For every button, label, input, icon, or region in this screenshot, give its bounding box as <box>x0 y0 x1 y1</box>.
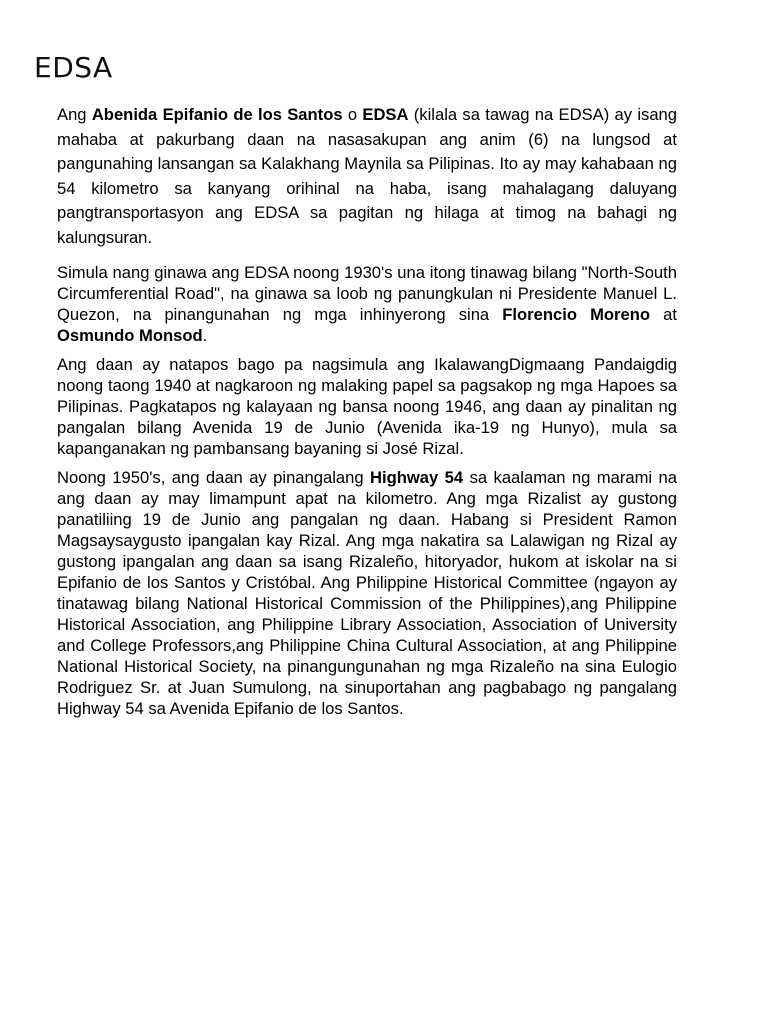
bold-term: Florencio Moreno <box>502 305 651 324</box>
page-title: EDSA <box>34 51 113 84</box>
paragraph-4 <box>57 467 677 719</box>
bold-term: Osmundo Monsod <box>57 326 203 345</box>
bold-term: EDSA <box>362 105 409 124</box>
bold-term: Abenida Epifanio de los Santos <box>91 105 343 124</box>
paragraph-2 <box>57 262 677 346</box>
paragraph-3 <box>57 354 677 459</box>
text-run: at <box>650 305 677 324</box>
paragraph-1 <box>57 103 677 250</box>
text-run: Noong 1950's, ang daan ay pinangalang <box>57 468 371 487</box>
text-run: . <box>202 326 208 345</box>
article-body <box>57 103 677 727</box>
text-run: Ang <box>57 105 92 124</box>
text-run: o <box>342 105 363 124</box>
text-run: (kilala sa tawag na EDSA) ay isang mahaba at pakurbang daan na nasasakupan ang anim (6) na lungsod at pangunahing lansangan sa Kalakhang Maynila sa Pilipinas. Ito ay may kahabaan ng 54 kilometro sa kanyang orihinal na haba, isang mahalagang daluyang pangtransportasyon ang EDSA sa pagitan ng hilaga at timog na bahagi ng kalungsuran. <box>57 105 678 247</box>
text-run: Simula nang ginawa ang EDSA noong 1930's una itong tinawag bilang "North-South Circumferential Road", na ginawa sa loob ng panungkulan ni Presidente Manuel L. Quezon, na pinangunahan ng mga inhinyerong sina <box>57 263 677 324</box>
text-run: sa kaalaman ng marami na ang daan ay may limampunt apat na kilometro. Ang mga Rizalist ay gustong panatiliing 19 de Junio ang pangalan ng daan. Habang si President Ramon Magsaysaygusto ipangalan kay Rizal. Ang mga nakatira sa Lalawigan ng Rizal ay gustong ipangalan ang daan sa isang Rizaleño, hitoryador, hukom at iskolar na si Epifanio de los Santos y Cristóbal. Ang Philippine Historical Committee (ngayon ay tinatawag bilang National Historical Commission of the Philippines),ang Philippine Historical Association, ang Philippine Library Association, Association of University and College Professors,ang Philippine China Cultural Association, at ang Philippine National Historical Society, na pinangungunahan ng mga Rizaleño na sina Eulogio Rodriguez Sr. at Juan Sumulong, na sinuportahan ang pagbabago ng pangalang Highway 54 sa Avenida Epifanio de los Santos. <box>57 468 677 718</box>
bold-term: Highway 54 <box>370 468 464 487</box>
text-run: Ang daan ay natapos bago pa nagsimula ang IkalawangDigmaang Pandaigdig noong taong 1940 at nagkaroon ng malaking papel sa pagsakop ng mga Hapoes sa Pilipinas. Pagkatapos ng kalayaan ng bansa noong 1946, ang daan ay pinalitan ng pangalan bilang Avenida 19 de Junio (Avenida ika-19 ng Hunyo), mula sa kapanganakan ng pambansang bayaning si José Rizal. <box>57 355 677 458</box>
